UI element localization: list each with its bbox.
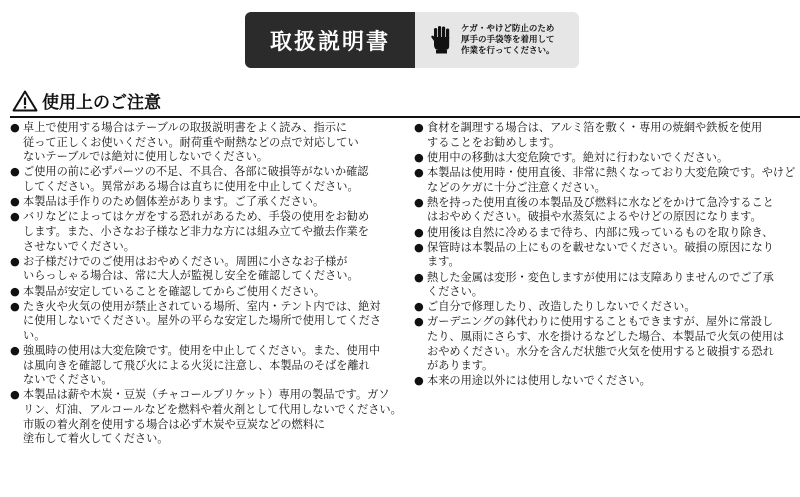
caution-item: [10, 285, 402, 300]
caution-text: はおやめください。破損や水蒸気によるやけどの原因になります。: [427, 210, 762, 224]
caution-item: [414, 315, 800, 373]
bullet-icon: ●: [414, 240, 424, 254]
caution-line: [10, 269, 402, 284]
caution-line: [10, 210, 402, 225]
caution-item: [10, 210, 402, 254]
bullet-icon: ●: [414, 270, 424, 284]
section-title: 使用上のご注意: [42, 93, 161, 113]
bullet-icon: ●: [414, 225, 424, 239]
caution-text: リン、灯油、アルコールなどを燃料や着火剤として代用しないでください。: [23, 403, 402, 417]
caution-line: [10, 195, 402, 210]
caution-item: [414, 121, 800, 150]
bullet-icon: ●: [414, 150, 424, 164]
caution-line: [10, 403, 402, 418]
caution-line: [414, 226, 800, 241]
caution-item: [10, 388, 402, 446]
caution-line: [414, 196, 800, 211]
bullet-icon: ●: [414, 374, 424, 388]
caution-text: ください。: [427, 285, 483, 299]
caution-text: 本製品は薪や木炭・豆炭（チャコールブリケット）専用の製品です。ガソ: [23, 388, 390, 402]
caution-line: [10, 418, 402, 433]
caution-line: [414, 300, 800, 315]
caution-text: ないでください。: [23, 373, 113, 387]
caution-line: [10, 300, 402, 315]
caution-text: たり、風雨にさらす、水を掛けるなどした場合、本製品で火気の使用は: [427, 330, 785, 344]
caution-text: ガーデニングの鉢代わりに使用することもできますが、屋外に常設し: [427, 315, 774, 329]
caution-text: おやめください。水分を含んだ状態で火気を使用すると破損する恐れ: [427, 344, 774, 358]
caution-line: [10, 359, 402, 374]
caution-line: [414, 136, 800, 151]
caution-line: [10, 314, 402, 329]
caution-text: たき火や火気の使用が禁止されている場所、室内・テント内では、絶対: [23, 299, 381, 313]
caution-line: [414, 181, 800, 196]
caution-item: [10, 195, 402, 210]
banner-title: 取扱説明書: [245, 12, 415, 68]
caution-text: させないでください。: [23, 239, 135, 253]
caution-text: 熱を持った使用直後の本製品及び燃料に水などをかけて急冷すること: [427, 195, 774, 209]
caution-text: してください。異常がある場合は直ちに使用を中止してください。: [23, 179, 359, 193]
glove-instruction-line: 作業を行ってください。: [461, 45, 555, 56]
bullet-icon: ●: [10, 299, 20, 313]
glove-instruction-line: 厚手の手袋等を着用して: [461, 34, 555, 45]
bullet-icon: ●: [10, 210, 20, 224]
caution-line: [414, 271, 800, 286]
caution-item: [414, 226, 800, 241]
bullet-icon: ●: [10, 254, 20, 268]
caution-text: お子様だけでのご使用はおやめください。周囲に小さなお子様が: [23, 254, 348, 268]
caution-text: 使用中の移動は大変危険です。絶対に行わないでください。: [427, 150, 729, 164]
caution-line: [414, 374, 800, 389]
caution-text: 卓上で使用する場合はテーブルの取扱説明書をよく読み、指示に: [23, 121, 348, 134]
bullet-icon: ●: [414, 300, 424, 314]
caution-text: は風向きを確認して飛び火による火災に注意し、本製品のそばを離れ: [23, 358, 370, 372]
caution-item: [414, 241, 800, 270]
glove-icon: [431, 26, 453, 54]
caution-text: 本製品が安定していることを確認してからご使用ください。: [23, 284, 326, 298]
caution-line: [414, 121, 800, 136]
caution-text: いらっしゃる場合は、常に大人が監視し安全を確認してください。: [23, 269, 359, 283]
caution-line: [10, 329, 402, 344]
section-header: [12, 88, 161, 113]
caution-text: することをお勧めします。: [427, 135, 561, 149]
warning-icon: [12, 90, 38, 112]
bullet-icon: ●: [10, 388, 20, 402]
bullet-icon: ●: [10, 284, 20, 298]
glove-instruction: [461, 24, 555, 57]
caution-text: 使用後は自然に冷めるまで待ち、内部に残っているものを取り除き、: [427, 225, 774, 239]
caution-line: [10, 240, 402, 255]
caution-line: [10, 180, 402, 195]
caution-item: [414, 374, 800, 389]
caution-text: などのケガに十分ご注意ください。: [427, 180, 606, 194]
caution-text: 市販の着火剤を使用する場合は必ず木炭や豆炭などの燃料に: [23, 417, 326, 431]
caution-line: [10, 121, 402, 136]
caution-line: [10, 150, 402, 165]
notice-column-right: [414, 121, 800, 390]
bullet-icon: ●: [10, 195, 20, 209]
bullet-icon: ●: [10, 165, 20, 179]
caution-line: [10, 136, 402, 151]
caution-text: 本製品は使用時・使用直後、非常に熱くなっており大変危険です。やけど: [427, 165, 796, 179]
caution-line: [414, 241, 800, 256]
caution-item: [10, 121, 402, 165]
caution-text: 保管時は本製品の上にものを載せないでください。破損の原因になり: [427, 240, 774, 254]
bullet-icon: ●: [414, 195, 424, 209]
caution-line: [10, 373, 402, 388]
caution-line: [10, 344, 402, 359]
bullet-icon: ●: [414, 121, 424, 134]
caution-line: [10, 165, 402, 180]
bullet-icon: ●: [10, 121, 20, 134]
caution-line: [10, 285, 402, 300]
caution-text: 強風時の使用は大変危険です。使用を中止してください。また、使用中: [23, 344, 381, 358]
bullet-icon: ●: [10, 344, 20, 358]
caution-item: [10, 344, 402, 388]
caution-text: ないテーブルでは絶対に使用しないでください。: [23, 150, 269, 164]
section-divider: [10, 116, 800, 118]
caution-item: [414, 151, 800, 166]
caution-item: [10, 255, 402, 284]
caution-item: [414, 196, 800, 225]
caution-line: [10, 225, 402, 240]
caution-line: [414, 359, 800, 374]
manual-banner: [245, 12, 579, 68]
caution-text: い。: [23, 328, 46, 342]
caution-line: [414, 255, 800, 270]
caution-item: [10, 300, 402, 344]
caution-text: 本製品は手作りのため個体差があります。ご了承ください。: [23, 195, 325, 209]
caution-text: します。また、小さなお子様など非力な方には組み立てや撤去作業を: [23, 224, 369, 238]
caution-line: [414, 151, 800, 166]
bullet-icon: ●: [414, 165, 424, 179]
caution-line: [10, 432, 402, 447]
caution-text: バリなどによってはケガをする恐れがあるため、手袋の使用をお勧め: [23, 210, 370, 224]
caution-line: [414, 330, 800, 345]
caution-line: [10, 388, 402, 403]
caution-text: ご自分で修理したり、改造したりしないでください。: [427, 300, 696, 314]
caution-text: 食材を調理する場合は、アルミ箔を敷く・専用の焼網や鉄板を使用: [427, 121, 763, 134]
caution-line: [10, 255, 402, 270]
banner-glove-note: [415, 12, 579, 68]
caution-item: [414, 271, 800, 300]
caution-text: 本来の用途以外には使用しないでください。: [427, 374, 651, 388]
caution-line: [414, 345, 800, 360]
notice-column-left: [10, 121, 402, 447]
glove-instruction-line: ケガ・やけど防止のため: [461, 23, 555, 34]
caution-item: [10, 165, 402, 194]
caution-text: 塗布して着火してください。: [23, 432, 169, 446]
caution-line: [414, 166, 800, 181]
bullet-icon: ●: [414, 315, 424, 329]
caution-text: 熱した金属は変形・変色しますが使用には支障ありませんのでご了承: [427, 270, 774, 284]
caution-text: ご使用の前に必ずパーツの不足、不具合、各部に破損等がないか確認: [23, 165, 369, 179]
caution-line: [414, 285, 800, 300]
caution-line: [414, 210, 800, 225]
caution-text: 従って正しくお使いください。耐荷重や耐熱などの点で対応してい: [23, 135, 359, 149]
caution-item: [414, 300, 800, 315]
caution-text: に使用しないでください。屋外の平らな安定した場所で使用してくださ: [23, 314, 382, 328]
caution-line: [414, 315, 800, 330]
caution-item: [414, 166, 800, 195]
caution-text: ます。: [427, 255, 460, 269]
caution-text: があります。: [427, 359, 494, 373]
